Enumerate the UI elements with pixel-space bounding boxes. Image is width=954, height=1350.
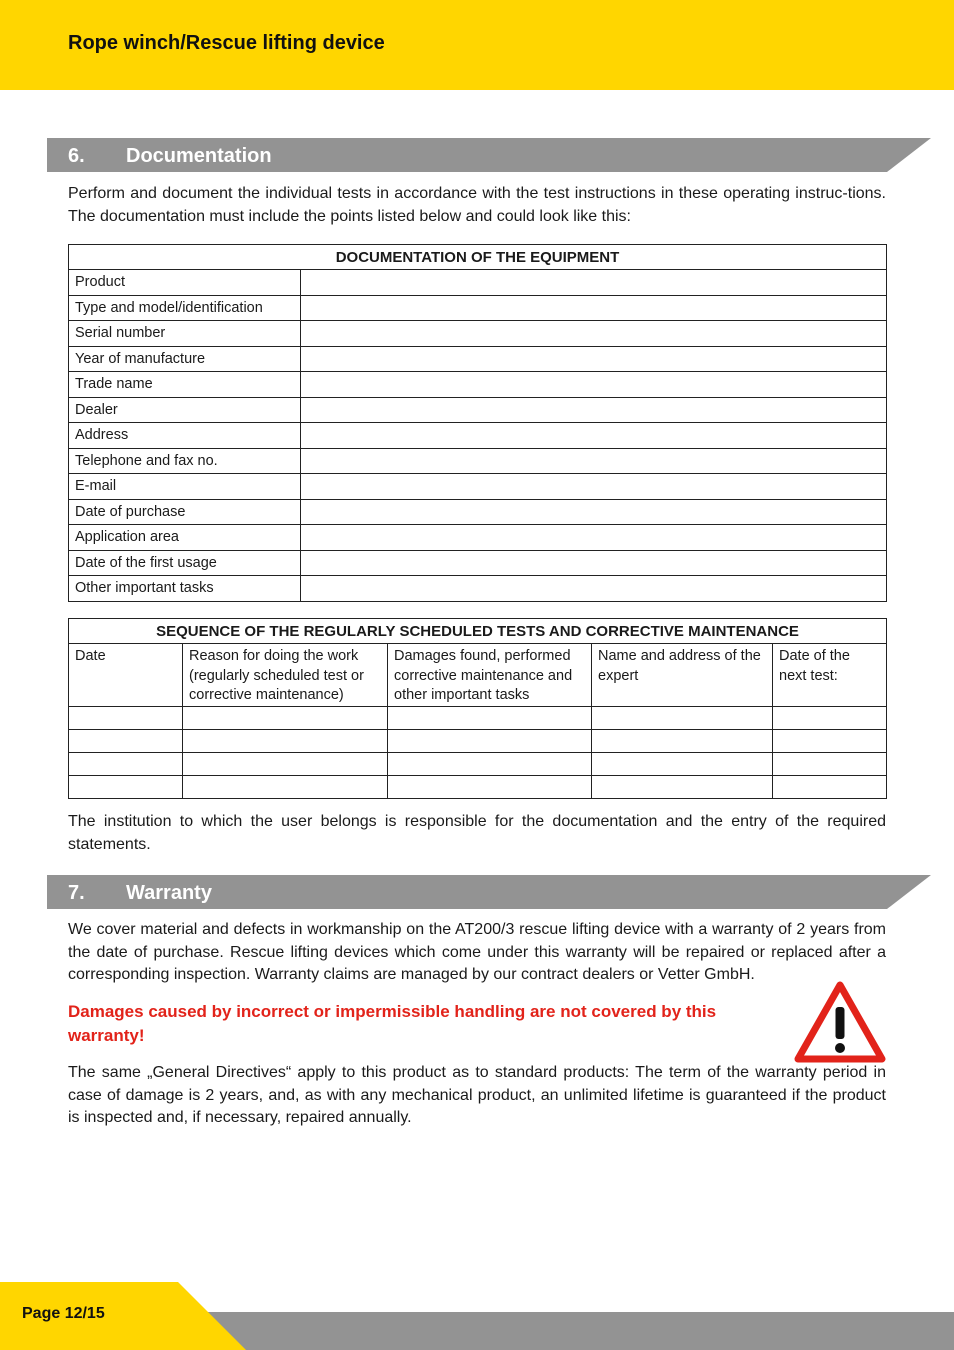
table-row	[69, 474, 887, 500]
entry-cell	[592, 752, 773, 775]
field-value-cell	[301, 346, 887, 372]
section-number: 7.	[68, 882, 85, 904]
field-value-cell	[301, 576, 887, 602]
entry-cell	[773, 775, 887, 798]
field-value-cell	[301, 550, 887, 576]
entry-cell	[773, 706, 887, 729]
field-value-cell	[301, 372, 887, 398]
entry-cell	[773, 752, 887, 775]
table-row	[69, 525, 887, 551]
entry-cell	[388, 752, 592, 775]
column-header-row	[69, 644, 887, 707]
field-value-cell	[301, 448, 887, 474]
field-value-cell	[301, 295, 887, 321]
table-row	[69, 270, 887, 296]
table-row	[69, 423, 887, 449]
entry-cell	[69, 775, 183, 798]
field-label: Year of manufacture	[69, 346, 301, 372]
entry-cell	[69, 752, 183, 775]
table-row	[69, 775, 887, 798]
field-label: Date of purchase	[69, 499, 301, 525]
entry-cell	[69, 729, 183, 752]
entry-cell	[388, 729, 592, 752]
entry-cell	[388, 775, 592, 798]
page-number: Page 12/15	[22, 1305, 105, 1322]
field-label: Trade name	[69, 372, 301, 398]
entry-cell	[183, 729, 388, 752]
field-value-cell	[301, 423, 887, 449]
column-header: Date of the next test:	[773, 644, 887, 707]
entry-cell	[183, 775, 388, 798]
column-header: Reason for doing the work (regularly scheduled test or corrective maintenance)	[183, 644, 388, 707]
column-header: Date	[69, 644, 183, 707]
table-row	[69, 550, 887, 576]
table-row	[69, 397, 887, 423]
entry-cell	[183, 752, 388, 775]
field-label: Type and model/identification	[69, 295, 301, 321]
section-title: Documentation	[126, 145, 272, 167]
table-row	[69, 321, 887, 347]
document-title: Rope winch/Rescue lifting device	[68, 32, 385, 54]
table-row	[69, 346, 887, 372]
section-6-bar	[47, 138, 931, 172]
table-row	[69, 752, 887, 775]
field-label: Other important tasks	[69, 576, 301, 602]
section-number: 6.	[68, 145, 85, 167]
entry-cell	[183, 706, 388, 729]
table-header-row	[69, 245, 887, 270]
equipment-table	[68, 244, 887, 602]
table-row	[69, 576, 887, 602]
field-label: Application area	[69, 525, 301, 551]
documentation-intro: Perform and document the individual tests in accordance with the test instructions in these operating instruc-tions. The documentation must include the points listed below and could look like this:	[68, 185, 886, 225]
equipment-table-title: DOCUMENTATION OF THE EQUIPMENT	[69, 245, 887, 270]
field-label: Address	[69, 423, 301, 449]
field-value-cell	[301, 397, 887, 423]
warranty-warning: Damages caused by incorrect or impermissible handling are not covered by this warranty!	[68, 1002, 717, 1045]
entry-cell	[388, 706, 592, 729]
field-label: Telephone and fax no.	[69, 448, 301, 474]
sequence-table-title: SEQUENCE OF THE REGULARLY SCHEDULED TESTS AND CORRECTIVE MAINTENANCE	[69, 619, 887, 644]
table-header-row	[69, 619, 887, 644]
table-row	[69, 372, 887, 398]
field-value-cell	[301, 499, 887, 525]
field-value-cell	[301, 525, 887, 551]
warranty-paragraph: We cover material and defects in workmanship on the AT200/3 rescue lifting device with a warranty of 2 years from the date of purchase. Rescue lifting devices which come under this warranty will be repaired or replaced after a corresponding inspection. Warranty claims are managed by our contract dealers or Vetter GmbH.	[68, 921, 886, 983]
table-row	[69, 295, 887, 321]
entry-cell	[773, 729, 887, 752]
sequence-table	[68, 618, 887, 799]
column-header: Damages found, performed corrective maintenance and other important tasks	[388, 644, 592, 707]
field-value-cell	[301, 321, 887, 347]
field-label: E-mail	[69, 474, 301, 500]
section-7-bar	[47, 875, 931, 909]
entry-cell	[592, 706, 773, 729]
table-row	[69, 448, 887, 474]
entry-cell	[69, 706, 183, 729]
entry-cell	[592, 729, 773, 752]
table-row	[69, 499, 887, 525]
section-title: Warranty	[126, 882, 212, 904]
entry-cell	[592, 775, 773, 798]
documentation-outro: The institution to which the user belongs is responsible for the documentation and the entry of the required statements.	[68, 813, 886, 853]
warning-triangle-icon	[794, 981, 886, 1063]
general-directives-paragraph: The same „General Directives“ apply to this product as to standard products: The term of the warranty period in case of damage is 2 years, and, as with any mechanical product, an unlimited lifetime is guaranteed if the product is inspected and, if necessary, repaired annually.	[68, 1064, 886, 1126]
field-value-cell	[301, 270, 887, 296]
table-row	[69, 706, 887, 729]
field-label: Product	[69, 270, 301, 296]
column-header: Name and address of the expert	[592, 644, 773, 707]
field-value-cell	[301, 474, 887, 500]
field-label: Serial number	[69, 321, 301, 347]
field-label: Date of the first usage	[69, 550, 301, 576]
field-label: Dealer	[69, 397, 301, 423]
table-row	[69, 729, 887, 752]
